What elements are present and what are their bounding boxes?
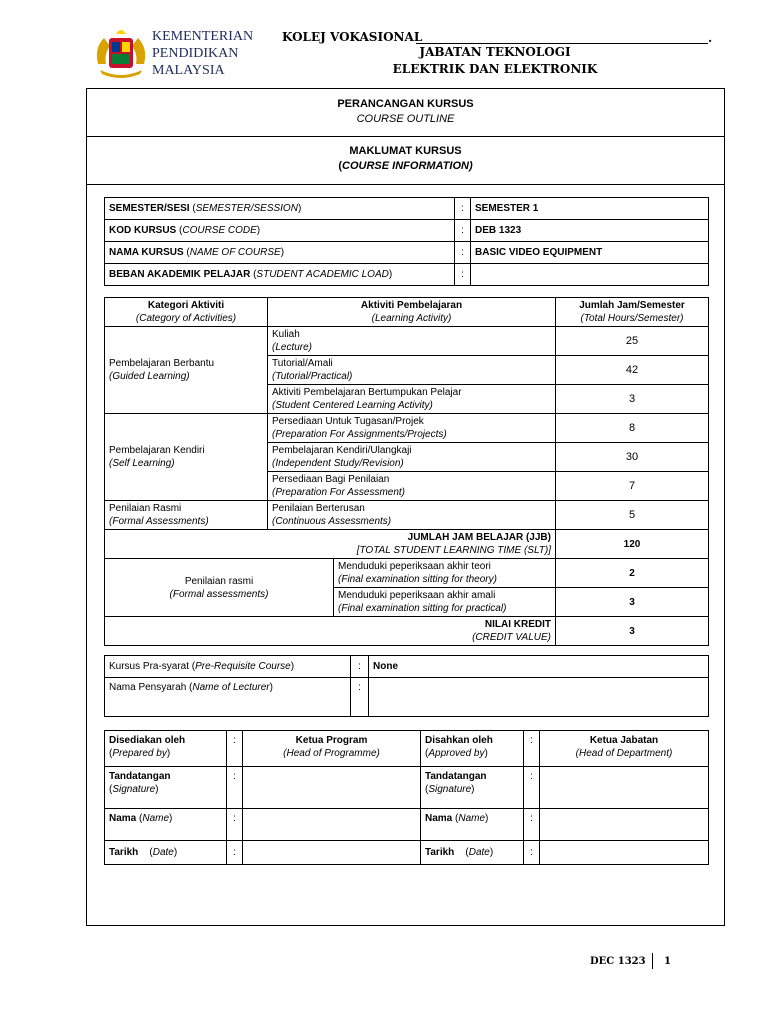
info-label-italic: SEMESTER/SESSION (195, 203, 298, 214)
info-value-code: DEB 1323 (471, 220, 709, 242)
head-activity-bm: Aktiviti Pembelajaran (360, 300, 463, 311)
activity-bm: Persediaan Bagi Penilaian (272, 474, 390, 485)
formal-bm: Penilaian Rasmi (109, 503, 182, 514)
approved-bm: Disahkan oleh (425, 735, 493, 746)
exam-cell (334, 559, 556, 588)
sign-label: Tandatangan (Signature) (421, 767, 524, 809)
prereq-label-bm: Kursus Pra-syarat (109, 661, 190, 672)
head-category-bm: Kategori Aktiviti (147, 300, 225, 311)
sign-bm: Tandatangan (109, 771, 171, 782)
info-label-cell: SEMESTER/SESI (SEMESTER/SESSION) (105, 198, 455, 220)
credit-label (105, 617, 556, 646)
info-colon: : (455, 220, 471, 242)
name-en: Name (458, 813, 486, 824)
activity-cell (268, 385, 556, 414)
activity-cell (268, 356, 556, 385)
info-colon: : (455, 264, 471, 286)
course-outline-title (87, 89, 724, 137)
self-en: (Self Learning) (109, 458, 175, 469)
sign-label: Tandatangan (Signature) (105, 767, 227, 809)
name-label: Nama (Name) (105, 809, 227, 841)
sign-bm: Tandatangan (425, 771, 487, 782)
hours-cell: 5 (556, 501, 709, 530)
table-row (105, 220, 709, 242)
dept-head-name[interactable] (540, 809, 709, 841)
outline-title-en: COURSE OUTLINE (356, 113, 455, 125)
signoff-colon: : (227, 809, 243, 841)
exam-item-bm: Menduduki peperiksaan akhir amali (338, 590, 496, 601)
info-label-bold: NAMA KURSUS (109, 247, 184, 258)
outline-title-bm: PERANCANGAN KURSUS (337, 98, 474, 110)
name-bm: Nama (425, 813, 453, 824)
activity-en: (Continuous Assessments) (272, 516, 392, 527)
head-hours-bm: Jumlah Jam/Semester (579, 300, 685, 311)
table-row (105, 617, 709, 646)
college-label: KOLEJ VOKASIONAL (282, 30, 423, 44)
activity-en: (Independent Study/Revision) (272, 458, 404, 469)
guided-bm: Pembelajaran Berbantu (109, 358, 215, 369)
table-row (105, 731, 709, 767)
table-row (105, 264, 709, 286)
activity-bm: Penilaian Berterusan (272, 503, 365, 514)
jjb-label (105, 530, 556, 559)
info-label-bold: BEBAN AKADEMIK PELAJAR (109, 269, 251, 280)
prog-head-date[interactable] (243, 841, 421, 865)
date-en: Date (152, 847, 174, 858)
activity-en: (Student Centered Learning Activity) (272, 400, 433, 411)
prog-head-cell (243, 731, 421, 767)
info-title-bm: MAKLUMAT KURSUS (349, 145, 462, 157)
prog-head-signature[interactable] (243, 767, 421, 809)
jjb-en: [TOTAL STUDENT LEARNING TIME (SLT)] (356, 545, 551, 556)
hours-cell: 3 (556, 385, 709, 414)
date-bm: Tarikh (109, 847, 139, 858)
info-title-en: COURSE INFORMATION) (342, 160, 473, 172)
head-hours-en: (Total Hours/Semester) (580, 313, 684, 324)
dept-head-cell (540, 731, 709, 767)
table-row (105, 198, 709, 220)
prepared-bm: Disediakan oleh (109, 735, 186, 746)
hours-cell: 25 (556, 327, 709, 356)
dept-head-bm: Ketua Jabatan (589, 735, 659, 746)
credit-value: 3 (556, 617, 709, 646)
activity-en: (Tutorial/Practical) (272, 371, 353, 382)
prereq-value: None (369, 656, 709, 678)
table-row (105, 298, 709, 327)
exam-item-en: (Final examination sitting for theory) (338, 574, 497, 585)
info-value-semester: SEMESTER 1 (471, 198, 709, 220)
prereq-colon: : (351, 656, 369, 678)
prog-head-name[interactable] (243, 809, 421, 841)
info-colon: : (455, 198, 471, 220)
prepared-en: Prepared by (112, 748, 167, 759)
self-bm: Pembelajaran Kendiri (109, 445, 205, 456)
activity-en: (Lecture) (272, 342, 313, 353)
signoff-colon: : (524, 809, 540, 841)
prepared-label: Disediakan oleh (Prepared by) (105, 731, 227, 767)
table-row (105, 242, 709, 264)
table-row (105, 530, 709, 559)
footer-course-code: DEC 1323 (590, 956, 646, 967)
dept-head-signature[interactable] (540, 767, 709, 809)
activity-bm: Kuliah (272, 329, 300, 340)
activity-cell (268, 472, 556, 501)
date-label: Tarikh (Date) (421, 841, 524, 865)
table-row (105, 809, 709, 841)
slt-table (104, 297, 709, 646)
ministry-line-3: MALAYSIA (152, 63, 225, 78)
footer-separator (652, 953, 653, 969)
formal-en: (Formal Assessments) (109, 516, 209, 527)
signoff-colon: : (524, 731, 540, 767)
activity-cell (268, 327, 556, 356)
ministry-crest-icon (92, 24, 150, 82)
date-label: Tarikh (Date) (105, 841, 227, 865)
table-row (105, 841, 709, 865)
activity-bm: Pembelajaran Kendiri/Ulangkaji (272, 445, 412, 456)
table-row (105, 414, 709, 443)
name-en: Name (142, 813, 170, 824)
college-dot: . (708, 31, 713, 45)
info-colon: : (455, 242, 471, 264)
info-label-italic: STUDENT ACADEMIC LOAD (256, 269, 389, 280)
info-value-name: BASIC VIDEO EQUIPMENT (471, 242, 709, 264)
lecturer-value (369, 678, 709, 717)
info-label-italic: NAME OF COURSE (189, 247, 281, 258)
dept-head-date[interactable] (540, 841, 709, 865)
info-label-italic: COURSE CODE (182, 225, 257, 236)
date-bm: Tarikh (425, 847, 455, 858)
category-guided (105, 327, 268, 414)
guided-en: (Guided Learning) (109, 371, 190, 382)
course-info-title (87, 137, 724, 185)
footer-page-number: 1 (664, 956, 671, 967)
exam-value: 2 (556, 559, 709, 588)
info-label-cell: KOD KURSUS (COURSE CODE) (105, 220, 455, 242)
signoff-colon: : (524, 841, 540, 865)
activity-en: (Preparation For Assessment) (272, 487, 406, 498)
info-title-en-wrap (87, 159, 724, 174)
lecturer-label-en: Name of Lecturer (192, 682, 270, 693)
lecturer-label-bm: Nama Pensyarah (109, 682, 187, 693)
signoff-colon: : (227, 841, 243, 865)
table-row (105, 656, 709, 678)
dept-head-en: (Head of Department) (575, 748, 673, 759)
hours-cell: 7 (556, 472, 709, 501)
department-line-1: JABATAN TEKNOLOGI (419, 45, 571, 59)
info-label-bold: KOD KURSUS (109, 225, 177, 236)
ministry-line-2: PENDIDIKAN (152, 46, 239, 61)
lecturer-label: Nama Pensyarah (Name of Lecturer) (105, 678, 351, 717)
category-exam (105, 559, 334, 617)
prereq-table (104, 655, 709, 717)
info-value-load (471, 264, 709, 286)
table-row (105, 678, 709, 717)
prog-head-bm: Ketua Program (295, 735, 368, 746)
head-category-en: (Category of Activities) (135, 313, 237, 324)
table-row (105, 501, 709, 530)
info-label-cell: NAMA KURSUS (NAME OF COURSE) (105, 242, 455, 264)
activity-cell (268, 443, 556, 472)
hours-cell: 42 (556, 356, 709, 385)
table-row (105, 559, 709, 588)
hours-cell: 8 (556, 414, 709, 443)
jjb-value: 120 (556, 530, 709, 559)
department-name (360, 44, 630, 78)
prereq-label: Kursus Pra-syarat (Pre-Requisite Course) (105, 656, 351, 678)
date-en: Date (468, 847, 490, 858)
info-title-open-paren: ( (338, 160, 343, 172)
hours-cell: 30 (556, 443, 709, 472)
activity-bm: Aktiviti Pembelajaran Bertumpukan Pelajar (272, 387, 462, 398)
exam-cell (334, 588, 556, 617)
signoff-colon: : (524, 767, 540, 809)
signoff-table (104, 730, 709, 865)
exam-value: 3 (556, 588, 709, 617)
name-label: Nama (Name) (421, 809, 524, 841)
signoff-colon: : (227, 767, 243, 809)
exam-bm: Penilaian rasmi (184, 575, 254, 587)
head-hours (556, 298, 709, 327)
head-activity (268, 298, 556, 327)
head-category (105, 298, 268, 327)
category-formal (105, 501, 268, 530)
exam-en: (Formal assessments) (169, 588, 269, 600)
prereq-label-en: Pre-Requisite Course (195, 661, 291, 672)
credit-en: (CREDIT VALUE) (472, 632, 551, 643)
course-info-table (104, 197, 709, 286)
credit-bm: NILAI KREDIT (484, 619, 551, 630)
approved-en: Approved by (428, 748, 485, 759)
sign-en: Signature (112, 784, 156, 795)
prog-head-en: (Head of Programme) (283, 748, 380, 759)
name-bm: Nama (109, 813, 137, 824)
ministry-line-1: KEMENTERIAN (152, 29, 254, 44)
exam-item-en: (Final examination sitting for practical) (338, 603, 507, 614)
lecturer-colon: : (351, 678, 369, 717)
activity-bm: Persediaan Untuk Tugasan/Projek (272, 416, 424, 427)
activity-bm: Tutorial/Amali (272, 358, 333, 369)
jjb-bm: JUMLAH JAM BELAJAR (JJB) (407, 532, 551, 543)
info-label-bold: SEMESTER/SESI (109, 203, 190, 214)
head-activity-en: (Learning Activity) (371, 313, 452, 324)
activity-cell (268, 501, 556, 530)
table-row (105, 327, 709, 356)
category-self (105, 414, 268, 501)
exam-item-bm: Menduduki peperiksaan akhir teori (338, 561, 491, 572)
activity-en: (Preparation For Assignments/Projects) (272, 429, 447, 440)
signoff-colon: : (227, 731, 243, 767)
approved-label: Disahkan oleh (Approved by) (421, 731, 524, 767)
sign-en: Signature (428, 784, 472, 795)
activity-cell (268, 414, 556, 443)
department-line-2: ELEKTRIK DAN ELEKTRONIK (392, 62, 598, 76)
info-label-cell: BEBAN AKADEMIK PELAJAR (STUDENT ACADEMIC LOAD) (105, 264, 455, 286)
table-row (105, 767, 709, 809)
ministry-name (152, 28, 253, 79)
